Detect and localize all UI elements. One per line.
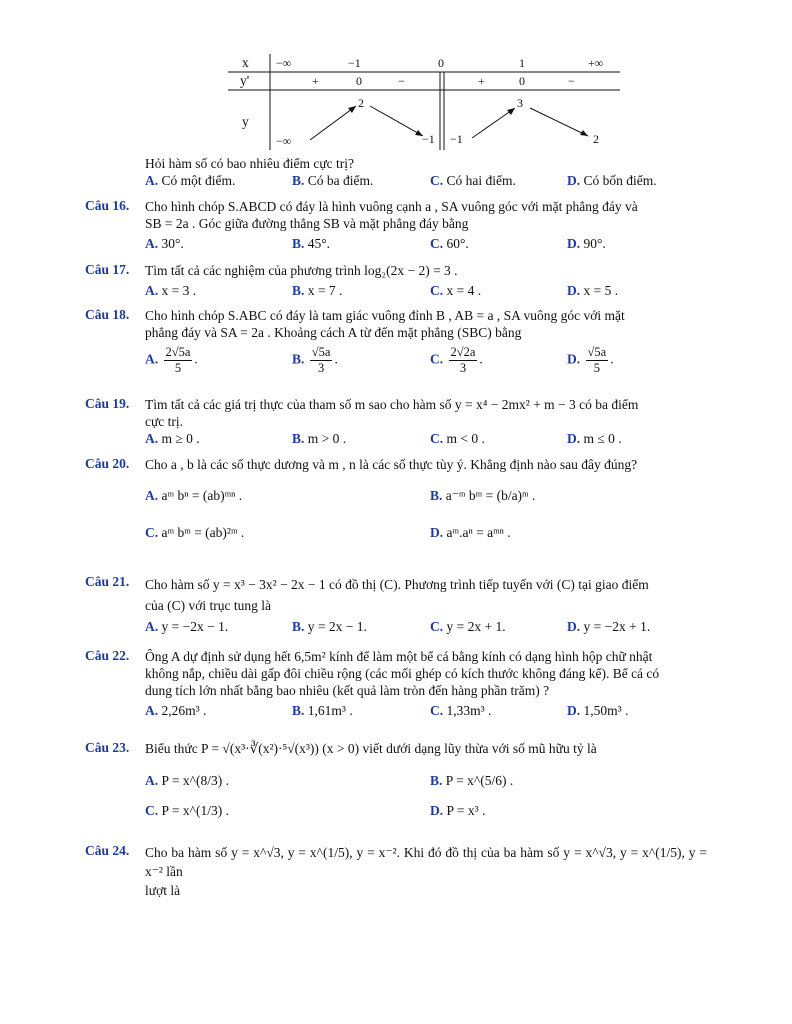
option-a[interactable]: A. 30°.	[145, 236, 184, 251]
option-c[interactable]: C. 60°.	[430, 236, 469, 251]
question-19-text: Tìm tất cả các giá trị thực của tham số m sao cho hàm số y = x⁴ − 2mx² + m − 3 có ba điểm cực trị.	[145, 397, 639, 429]
yp-sign: 0	[519, 74, 525, 88]
option-b[interactable]: B. y = 2x − 1.	[292, 619, 367, 634]
yp-sign: +	[312, 74, 319, 88]
option-d[interactable]: D. m ≤ 0 .	[567, 431, 622, 446]
option-a[interactable]: A. 2,26m³ .	[145, 703, 207, 718]
option-d[interactable]: D. 1,50m³ .	[567, 703, 629, 718]
row-label-y: y	[242, 114, 249, 129]
row-label-x: x	[242, 55, 249, 70]
question-number: Câu 24.	[85, 843, 130, 858]
option-d[interactable]: D. y = −2x + 1.	[567, 619, 651, 634]
option-a[interactable]: A. m ≥ 0 .	[145, 431, 200, 446]
arrow-up-2	[472, 108, 515, 138]
option-b[interactable]: B. 1,61m³ .	[292, 703, 353, 718]
question-number: Câu 21.	[85, 574, 130, 589]
x-value: 0	[438, 56, 444, 70]
question-21-text: Cho hàm số y = x³ − 3x² − 2x − 1 có đồ thị (C). Phương trình tiếp tuyến với (C) tại giao điểm của (C) với trục tung là	[145, 577, 649, 613]
question-17-text: Tìm tất cả các nghiệm của phương trình log₂(2x − 2) = 3 .	[145, 263, 458, 278]
arrow-down-1	[370, 106, 423, 136]
option-b[interactable]: B. P = x^(5/6) .	[430, 773, 514, 788]
variation-table	[228, 54, 620, 150]
option-b[interactable]: B. m > 0 .	[292, 431, 347, 446]
option-a[interactable]: A. Có một điểm.	[145, 173, 236, 188]
option-c[interactable]: C. P = x^(1/3) .	[145, 803, 229, 818]
option-a[interactable]: A. P = x^(8/3) .	[145, 773, 229, 788]
option-b[interactable]: B. 45°.	[292, 236, 331, 251]
option-c[interactable]: C. aᵐ bᵐ = (ab)²ᵐ .	[145, 525, 245, 540]
option-c[interactable]: C. y = 2x + 1.	[430, 619, 506, 634]
question-number: Câu 23.	[85, 740, 130, 755]
option-a[interactable]: A. $\frac{2√5a}{5}$ .	[145, 345, 198, 375]
y-value: 3	[517, 96, 523, 110]
question-number: Câu 22.	[85, 648, 130, 663]
option-d[interactable]: D. aᵐ.aⁿ = aᵐⁿ .	[430, 525, 511, 540]
y-value: −1	[450, 132, 463, 146]
option-c[interactable]: C. m < 0 .	[430, 431, 485, 446]
y-value: −∞	[276, 134, 292, 148]
question-24-text: Cho ba hàm số y = x^√3, y = x^(1/5), y = x⁻². Khi đó đồ thị của ba hàm số y = x^√3, y = x^(1/5), y = x⁻² lần lượt là	[145, 845, 707, 898]
arrow-down-2	[530, 108, 588, 136]
x-value: 1	[519, 56, 525, 70]
question-number: Câu 17.	[85, 262, 130, 277]
x-value: +∞	[588, 56, 604, 70]
question-number: Câu 19.	[85, 396, 130, 411]
option-b[interactable]: B. x = 7 .	[292, 283, 343, 298]
y-value: −1	[422, 132, 435, 146]
option-b[interactable]: B. $\frac{√5a}{3}$ .	[292, 345, 338, 375]
option-d[interactable]: D. P = x³ .	[430, 803, 486, 818]
option-d[interactable]: D. x = 5 .	[567, 283, 619, 298]
y-value: 2	[358, 96, 364, 110]
yp-sign: −	[568, 74, 575, 88]
arrow-up-1	[310, 106, 356, 140]
question-20-text: Cho a , b là các số thực dương và m , n là các số thực tùy ý. Khẳng định nào sau đây đúng?	[145, 457, 638, 472]
question-22-text: Ông A dự định sử dụng hết 6,5m² kính để làm một bể cá bằng kính có dạng hình hộp chữ nhật không nắp, chiều dài gấp đôi chiều rộng (các mối ghép có kích thước không đáng kể). Bể cá có dung tích lớn nhất bằng bao nhiêu (kết quả làm tròn đến hàng phần trăm) ?	[145, 649, 660, 698]
question-23-text: Biểu thức P = √(x³·∛(x²)·⁵√(x³)) (x > 0) viết dưới dạng lũy thừa với số mũ hữu tỷ là	[145, 741, 597, 756]
option-d[interactable]: D. Có bốn điểm.	[567, 173, 657, 188]
y-value: 2	[593, 132, 599, 146]
question-number: Câu 20.	[85, 456, 130, 471]
x-value: −1	[348, 56, 361, 70]
question-number: Câu 18.	[85, 307, 130, 322]
question-18-text: Cho hình chóp S.ABC có đáy là tam giác vuông đỉnh B , AB = a , SA vuông góc với mặt phẳng đáy và SA = 2a . Khoảng cách A từ đến mặt phẳng (SBC) bằng	[145, 308, 625, 340]
option-a[interactable]: A. aᵐ bⁿ = (ab)ᵐⁿ .	[145, 488, 243, 503]
yp-sign: 0	[356, 74, 362, 88]
question-16-text: Cho hình chóp S.ABCD có đáy là hình vuông cạnh a , SA vuông góc với mặt phẳng đáy và SB = 2a . Góc giữa đường thẳng SB và mặt phẳng đáy bằng	[145, 199, 638, 231]
row-label-yp: y'	[240, 73, 250, 88]
option-a[interactable]: A. y = −2x − 1.	[145, 619, 229, 634]
option-c[interactable]: C. $\frac{2√2a}{3}$ .	[430, 345, 483, 375]
yp-sign: −	[398, 74, 405, 88]
option-b[interactable]: B. Có ba điểm.	[292, 173, 374, 188]
option-d[interactable]: D. 90°.	[567, 236, 606, 251]
option-c[interactable]: C. 1,33m³ .	[430, 703, 492, 718]
yp-sign: +	[478, 74, 485, 88]
option-c[interactable]: C. Có hai điểm.	[430, 173, 516, 188]
option-b[interactable]: B. a⁻ᵐ bᵐ = (b/a)ᵐ .	[430, 488, 536, 503]
question-15-text: Hỏi hàm số có bao nhiêu điểm cực trị?	[145, 156, 355, 171]
x-value: −∞	[276, 56, 292, 70]
option-d[interactable]: D. $\frac{√5a}{5}$ .	[567, 345, 614, 375]
option-a[interactable]: A. x = 3 .	[145, 283, 197, 298]
question-number: Câu 16.	[85, 198, 130, 213]
option-c[interactable]: C. x = 4 .	[430, 283, 482, 298]
